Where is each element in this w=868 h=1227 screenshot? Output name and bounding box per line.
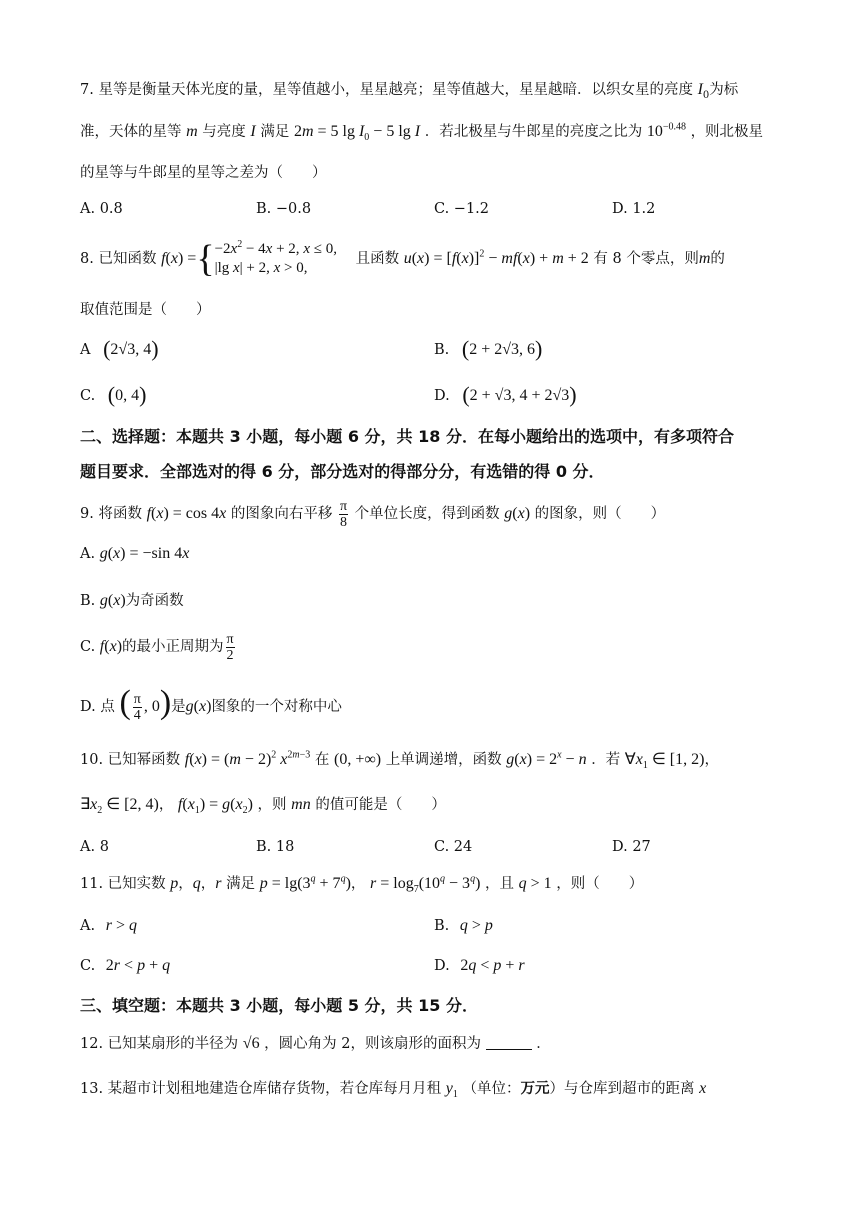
q8-line1: 8. 已知函数 $f(x) =\{-2x^2 - 4x + 2$, x ≤ 0, |lg x| + 2, x > 0, 且函数 $u(x) = [f(x)]^2 - mf(x) + m + 2$ 有 8 个零点，则m的 xyxy=(80,238,725,280)
q9-text-c: 个单位长度，得到函数 xyxy=(354,506,500,522)
q8-option-c: C. (0, 4) xyxy=(80,382,147,407)
q12-text-b: ，圆心角为 2，则该扇形的面积为 xyxy=(264,1036,482,1052)
q8-option-d-label: D. xyxy=(434,388,450,404)
q11-text-1d: ，则（ ） xyxy=(556,876,644,892)
q13-text-a: 13. 某超市计划租地建造仓库储存货物，若仓库每月月租 xyxy=(80,1081,442,1097)
q7-option-d: D. 1.2 xyxy=(612,201,656,217)
q11-option-a: A. r > q xyxy=(80,917,137,934)
q9-option-a-label: A. xyxy=(80,546,96,562)
q7-text-2d: ．若北极星与牛郎星的亮度之比为 xyxy=(424,124,643,140)
q7-option-a: A. 0.8 xyxy=(80,201,123,217)
q9-option-b: B. g(x)为奇函数 xyxy=(80,592,184,609)
q11-option-b: B. q > p xyxy=(434,917,493,934)
q8-option-a: A (2√3, 4) xyxy=(80,336,159,361)
q9-option-d-label: D. 点 xyxy=(80,699,115,715)
q11-text-1c: ，且 xyxy=(485,876,514,892)
q10-line1: 10. 已知幂函数 $f(x) = (m - 2)^2$ $x^{2m-3}$ 在 (0, +∞) 上单调递增，函数 $g(x) = 2^x - n$ ．若 $\forall x_1$ ∈ [1, 2)， xyxy=(80,749,719,772)
q8-option-c-label: C. xyxy=(80,388,96,404)
q11-option-c-label: C. xyxy=(80,958,96,974)
section3-heading: 三、填空题：本题共 3 小题，每小题 5 分，共 15 分． xyxy=(80,996,478,1015)
q8-text-1c: 有 8 个零点，则 xyxy=(593,251,699,267)
section2-heading-line2: 题目要求．全部选对的得 6 分，部分选对的得部分分，有选错的得 0 分． xyxy=(80,462,605,481)
q7-text-2a: 准，天体的星等 xyxy=(80,124,182,140)
q9-stem: 9. 将函数 f(x) = cos 4x 的图象向右平移 $\frac{\pi}{8}$ 个单位长度，得到函数 g(x) 的图象，则（ ） xyxy=(80,498,666,530)
q7-option-b: B. −0.8 xyxy=(256,201,312,217)
q13-text-b: （单位： xyxy=(462,1081,521,1097)
q9-option-b-label: B. xyxy=(80,593,96,609)
q11-text-1a: 11. 已知实数 xyxy=(80,876,166,892)
q7-text-2c: 满足 xyxy=(260,124,290,140)
q7-text-2b: 与亮度 xyxy=(202,124,246,140)
q13-text-d: ）与仓库到超市的距离 xyxy=(549,1081,695,1097)
q9-option-c-label: C. xyxy=(80,639,96,655)
q11-text-1b: 满足 xyxy=(226,876,256,892)
q12-answer-blank[interactable] xyxy=(486,1035,532,1050)
q8-text-1d: 的 xyxy=(710,251,725,267)
q7-line1: 7. 星等是衡量天体光度的量，星等值越小，星星越亮；星等值越大，星星越暗．以织女星的亮度 $I_0$为标 xyxy=(80,81,739,101)
q8-option-d: D. (2 + √3, 4 + 2√3) xyxy=(434,382,577,407)
q9-option-d: D. 点 ( $\frac{\pi}{4}$ , 0)是g(x)图象的一个对称中心 xyxy=(80,684,342,723)
q9-option-c: C. f(x)的最小正周期为 $\frac{\pi}{2}$ xyxy=(80,631,234,663)
q11-option-d-label: D. xyxy=(434,958,450,974)
q10-text-1b: 在 xyxy=(314,752,330,768)
q9-option-a: A. g(x) = −sin 4x xyxy=(80,545,190,562)
q9-option-c-text: 的最小正周期为 xyxy=(122,639,224,655)
q7-formula: 2m = 5 $\lg I_0 - 5$ lg I xyxy=(293,123,421,144)
q10-line2: $\exists x_2$ ∈ [2, 4)， $f(x_1) = g(x_2)$ ，则 mn 的值可能是（ ） xyxy=(80,796,446,817)
q8-text-1a: 8. 已知函数 xyxy=(80,251,157,267)
q9-frac-pi-8: $\frac{\pi}{8}$ xyxy=(339,498,348,530)
q10-text-2b: ，则 xyxy=(257,797,287,813)
q10-option-a: A. 8 xyxy=(80,839,109,855)
q7-line3: 的星等与牛郎星的星等之差为（ ） xyxy=(80,165,327,181)
q11-option-c: C. 2r < p + q xyxy=(80,957,171,974)
q13-text-c: 万元 xyxy=(520,1080,550,1097)
q8-option-b: B. (2 + 2√3, 6) xyxy=(434,336,543,361)
q11-line1: 11. 已知实数 p，q，r 满足 $p = \lg(3^q + 7^q)$， $r = \log_7(10^q - 3^q)$ ，且 q > 1 ，则（ ） xyxy=(80,873,644,896)
q12-text-c: ． xyxy=(536,1036,551,1052)
q8-line2: 取值范围是（ ） xyxy=(80,302,211,318)
q8-text-1b: 且函数 xyxy=(355,251,400,267)
q7-option-c: C. −1.2 xyxy=(434,201,490,217)
q9-text-d: 的图象，则（ ） xyxy=(534,506,666,522)
q9-option-b-text: 为奇函数 xyxy=(125,593,184,609)
q10-option-b: B. 18 xyxy=(256,839,295,855)
q7-text-1b: 为标 xyxy=(709,82,739,98)
q8-option-b-label: B. xyxy=(434,342,450,358)
q8-piecewise: $-2x^2 - 4x + 2$, x ≤ 0, |lg x| + 2, x > 0, xyxy=(214,239,337,276)
q10-text-2c: 的值可能是（ ） xyxy=(315,797,446,813)
q7-line2: 准，天体的星等 m 与亮度 I 满足 2m = 5 $\lg I_0 - 5$ lg I ．若北极星与牛郎星的亮度之比为 $10^{-0.48}$ ，则北极星 xyxy=(80,121,764,144)
q10-option-d: D. 27 xyxy=(612,839,651,855)
section2-heading-line1: 二、选择题：本题共 3 小题，每小题 6 分，共 18 分．在每小题给出的选项中，有多项符合 xyxy=(80,427,734,446)
q11-option-a-label: A. xyxy=(80,918,96,934)
q8-option-a-label: A xyxy=(80,342,91,358)
q7-text-2e: ，则北极星 xyxy=(690,124,764,140)
q7-text-1: 7. 星等是衡量天体光度的量，星等值越小，星星越亮；星等值越大，星星越暗．以织女星的亮度 xyxy=(80,82,693,98)
q9-option-d-text: 是 xyxy=(171,699,186,715)
q9-text-a: 9. 将函数 xyxy=(80,506,142,522)
q10-text-1c: 上单调递增，函数 xyxy=(385,752,502,768)
q11-option-d: D. 2q < p + r xyxy=(434,957,525,974)
q11-option-b-label: B. xyxy=(434,918,450,934)
q12-text-a: 12. 已知某扇形的半径为 xyxy=(80,1036,239,1052)
q10-text-1a: 10. 已知幂函数 xyxy=(80,752,181,768)
q9-option-d-text2: 图象的一个对称中心 xyxy=(211,699,342,715)
q12-line: 12. 已知某扇形的半径为 √6 ，圆心角为 2，则该扇形的面积为 ． xyxy=(80,1035,551,1052)
q7-ratio: $10^{-0.48}$ xyxy=(646,121,686,140)
q10-option-c: C. 24 xyxy=(434,839,473,855)
q13-line: 13. 某超市计划租地建造仓库储存货物，若仓库每月月租 $y_1$ （单位：万元）与仓库到超市的距离 x xyxy=(80,1080,707,1101)
q9-text-b: 的图象向右平移 xyxy=(230,506,333,522)
q10-text-1d: ．若 xyxy=(591,752,621,768)
